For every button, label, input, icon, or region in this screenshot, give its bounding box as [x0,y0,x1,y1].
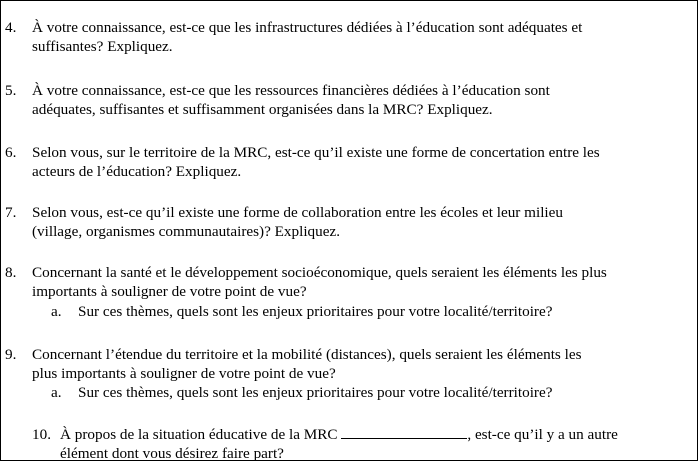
question-number: 6. [5,144,17,161]
question-text-line: Selon vous, sur le territoire de la MRC, est-ce qu’il existe une forme de concertation entre les [32,144,600,161]
question-4 [5,18,692,56]
question-text-line: (village, organismes communautaires)? Expliquez. [32,223,341,240]
question-number: 9. [5,346,17,363]
question-text-line: À votre connaissance, est-ce que les ressources financières dédiées à l’éducation sont [32,82,550,99]
question-text-line: Concernant la santé et le développement socioéconomique, quels seraient les éléments les plus [32,264,607,281]
question-9 [5,345,692,383]
question-text-after-blank: , est-ce qu’il y a un autre [467,426,618,443]
question-number: 4. [5,19,17,36]
question-7 [5,203,692,241]
question-number: 8. [5,264,17,281]
question-text-line: plus importants à souligner de votre point de vue? [32,365,336,382]
question-text-line: À votre connaissance, est-ce que les infrastructures dédiées à l’éducation sont adéquates et [32,19,583,36]
question-text-line: importants à souligner de votre point de vue? [32,283,307,300]
question-8-subquestion [51,302,678,321]
question-text-before-blank: À propos de la situation éducative de la MRC [60,426,338,443]
question-text-line [60,425,690,444]
question-number: 7. [5,204,17,221]
question-text-line: acteurs de l’éducation? Expliquez. [32,163,242,180]
question-text-line: élément dont vous désirez faire part? [60,445,284,462]
question-text-line: suffisantes? Expliquez. [32,38,173,55]
question-8 [5,263,692,301]
subquestion-letter: a. [51,384,62,401]
question-5 [5,81,692,119]
question-10 [32,425,690,463]
question-9-subquestion [51,383,678,402]
subquestion-text: Sur ces thèmes, quels sont les enjeux prioritaires pour votre localité/territoire? [78,303,553,320]
question-number: 5. [5,82,17,99]
question-6 [5,143,692,181]
subquestion-letter: a. [51,303,62,320]
subquestion-text: Sur ces thèmes, quels sont les enjeux prioritaires pour votre localité/territoire? [78,384,553,401]
question-text-line: adéquates, suffisantes et suffisamment organisées dans la MRC? Expliquez. [32,101,493,118]
question-number: 10. [32,426,51,443]
fill-in-blank [341,426,467,439]
question-text-line: Concernant l’étendue du territoire et la mobilité (distances), quels seraient les éléments les [32,346,582,363]
question-text-line: Selon vous, est-ce qu’il existe une forme de collaboration entre les écoles et leur milieu [32,204,563,221]
